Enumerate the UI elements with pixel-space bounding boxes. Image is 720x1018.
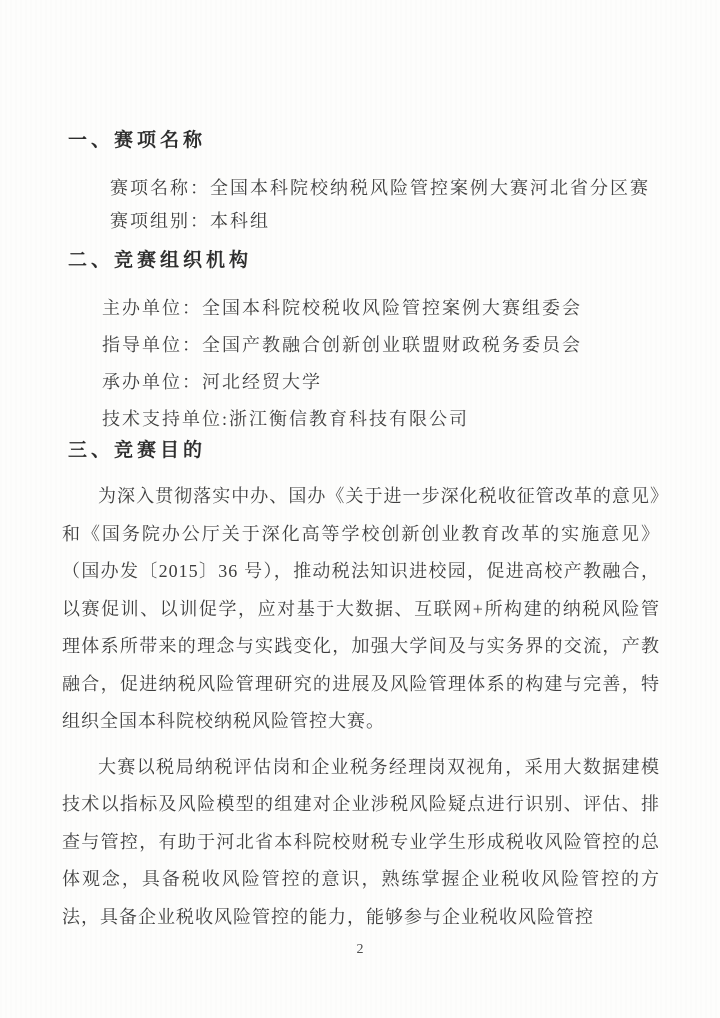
event-name-line: 赛项名称：全国本科院校纳税风险管控案例大赛河北省分区赛 xyxy=(110,178,650,198)
section-2-heading: 二、竞赛组织机构 xyxy=(68,250,253,271)
guidance-organizer-line: 指导单位：全国产教融合创新创业联盟财政税务委员会 xyxy=(102,335,582,355)
undertaking-organizer-line: 承办单位：河北经贸大学 xyxy=(102,372,322,392)
page-number: 2 xyxy=(356,942,364,957)
technical-support-line: 技术支持单位:浙江衡信教育科技有限公司 xyxy=(102,409,469,429)
host-organizer-line: 主办单位：全国本科院校税收风险管控案例大赛组委会 xyxy=(102,298,582,318)
section-1-heading: 一、赛项名称 xyxy=(68,130,207,151)
section-3-heading: 三、竞赛目的 xyxy=(68,440,207,461)
purpose-paragraph-2: 大赛以税局纳税评估岗和企业税务经理岗双视角，采用大数据建模技术以指标及风险模型的组建对企业涉税风险疑点进行识别、评估、排查与管控，有助于河北省本科院校财税专业学生形成税收风险管控的总体观念，具备税收风险管控的意识，熟练掌握企业税收风险管控的方法，具备企业税收风险管控的能力，能够参与企业税收风险管控 xyxy=(62,756,660,927)
event-group-line: 赛项组别：本科组 xyxy=(110,211,270,231)
purpose-paragraph-1: 为深入贯彻落实中办、国办《关于进一步深化税收征管改革的意见》和《国务院办公厅关于深化高等学校创新创业教育改革的实施意见》（国办发〔2015〕36 号），推动税法知识进校园，促进高校产教融合，以赛促训、以训促学，应对基于大数据、互联网+所构建的纳税风险管理体系所带来的理念与实践变化，加强大学间及与实务界的交流，产教融合，促进纳税风险管理研究的进展及风险管理体系的构建与完善，特组织全国本科院校纳税风险管控大赛。 xyxy=(62,486,660,731)
